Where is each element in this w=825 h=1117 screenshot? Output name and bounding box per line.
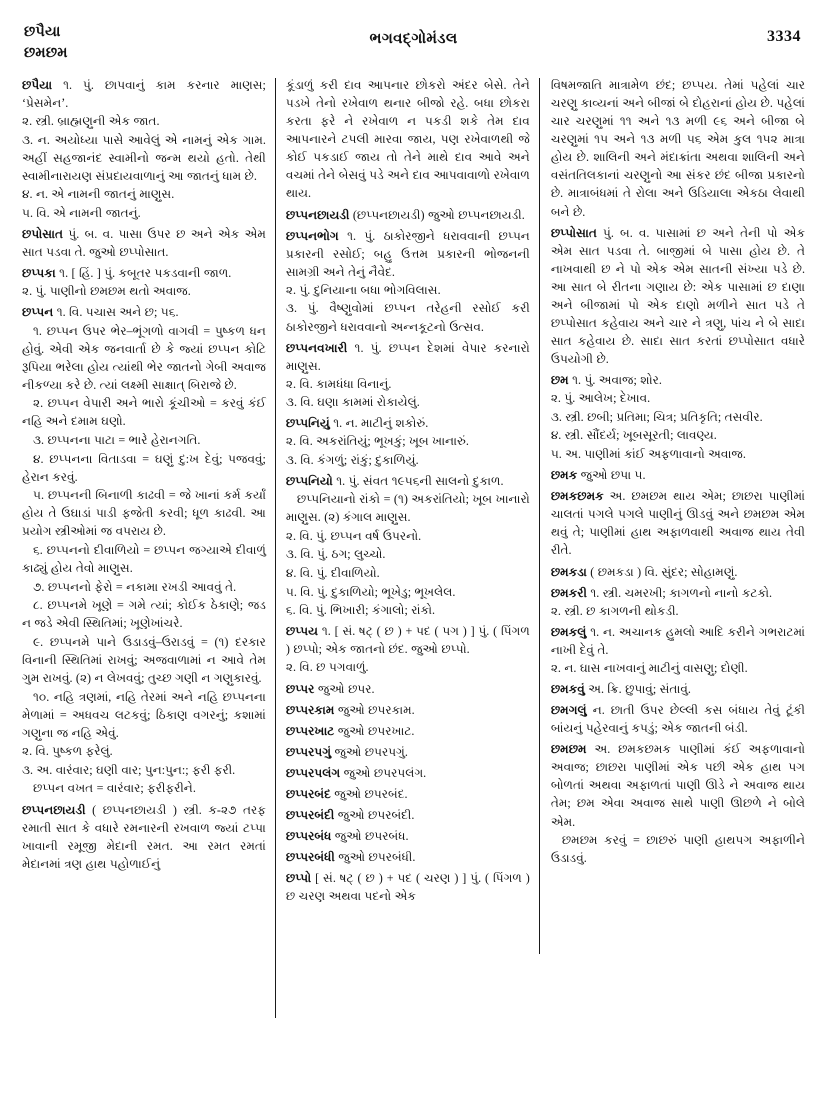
entry-sense: ૫. વિ. પું. દુકાળિયો; ભૂખેડુ; ભૂખલેલ. <box>285 584 456 599</box>
entry-definition: અ. ક્રિ. છુપાવું; સંતાવું. <box>584 682 691 696</box>
text-column-3 <box>540 76 805 1104</box>
dictionary-entry <box>551 466 805 484</box>
dictionary-entry <box>551 584 805 602</box>
dictionary-entry <box>286 869 530 905</box>
running-head-left-line-1: છપૈયા <box>24 24 61 40</box>
dictionary-entry <box>551 680 805 698</box>
entry-definition: ( છપ્પનછાયડી ) સ્ત્રી. ક-૨૭ તરફ રમાતી સાત કે વધારે રમનારની રખવાળ જ્યાં ટપ્પા ખાવાની રમૂજી મેદાની રમત. આ રમત રમતાં મેદાનમાં ત્રણ હાથ પહોળાઈનું <box>22 802 266 871</box>
entry-headword: છપ્પરબંધ <box>285 829 332 844</box>
entry-sense: ૨. ન. ઘાસ નાખવાનું માટીનું વાસણુ; દોણી. <box>550 660 748 675</box>
entry-sense: ૨. પું. આલેખ; દેખાવ. <box>550 391 651 406</box>
entry-subsense: ૫. છપ્પનની બિનાળી કાઢવી = જે ખાનાં કર્મ કર્યાં હોય તે ઉઘાડાં પાડી ફજેતી કરવી; ધૂળ કાઢવી. આ પ્રયોગ સ્ત્રીઓમાં જ વપરાય છે. <box>22 488 266 539</box>
dictionary-entry <box>286 414 530 432</box>
entry-subsense: ૭. છપ્પનનો ફેરો = નકામા રખડી આવવું તે. <box>33 579 237 594</box>
dictionary-entry <box>286 206 530 224</box>
entry-headword: છપ્પનછાયડી <box>285 207 350 222</box>
entry-sense: ૨. પું. પાણીનો છમછમ થતો અવાજ. <box>22 284 191 299</box>
entry-definition: અ. છમછમ થાય એમ; છાછરા પાણીમાં ચાલતાં પગલે પગલે પાણીનું ઊડવું અને છમછમ એમ થવું તે; પાણીમાં હાથ અફાળવાથી અવાજ થાય તેવી રીતે. <box>550 489 805 558</box>
entry-subsense: ૧૦. નહિ ત્રણમાં, નહિ તેરમાં અને નહિ છપ્પનના મેળામાં = અધવચ લટકવું; ઠિકાણ વગરનું; કશામાં ગણુના જ નહિ એવું. <box>22 689 266 740</box>
entry-subsense: છપ્પનિયાનો રાંકો = (૧) અકરાંતિયો; ખૂબ ખાનારો માણુસ. (૨) કંગાલ માણુસ. <box>285 492 530 525</box>
entry-definition: [ સં. ષટ્ ( છ ) + પદ ( ચરણ ) ] પું. ( પિંગળ ) છ ચરણ અથવા પદનો એક <box>285 871 530 904</box>
entry-definition: જુઓ છપરબંદ. <box>330 786 408 801</box>
dictionary-entry <box>286 827 530 845</box>
dictionary-entry <box>551 224 805 369</box>
entry-definition: ૧. પું. અવાજ; શોર. <box>568 373 662 388</box>
entry-sense: ૬. વિ. પું. ભિખારી; કંગાલો; રાંકો. <box>285 603 436 618</box>
entry-subsense: ૩. છપ્પનના પાટા = ભારે હેરાનગતિ. <box>33 432 201 447</box>
entry-subsense: ૪. છપ્પનના વિતાડવા = ઘણું દુ:ખ દેવું; પજવવું; હેરાન કરવું. <box>22 451 266 484</box>
entry-sense: ૩. અ. વારંવાર; ઘણી વાર; પુન:પુન:; ફરી ફરી. <box>22 762 236 777</box>
dictionary-entry <box>551 371 805 389</box>
dictionary-entry <box>551 701 805 737</box>
entry-definition: ૧. ન. માટીનું શકોરું. <box>329 416 429 431</box>
entry-definition: અ. છમકછમક પાણીમાં કંઈ અફળાવાનો અવાજ; છાછરા પાણીમાં એક પછી એક હાથ પગ બોળતાં અથવા અફાળતાં પાણી ઊડે ને અવાજ થાય તેમ; છમ એવા અવાજ સાથે પાણી ઊછળે ને બોલે એમ. <box>550 742 805 829</box>
entry-definition: જુઓ છપરપલંગ. <box>340 765 427 780</box>
entry-sense: ૨. વિ. પું. છપ્પન વર્ષ ઉપરનો. <box>285 528 422 543</box>
entry-headword: છમછમ <box>550 742 587 757</box>
entry-definition: જુઓ છપર. <box>314 681 375 696</box>
entry-definition: ૧. પું. છપ્પન દેશમાં વેપાર કરનારો માણુસ. <box>285 340 530 373</box>
entry-headword: છપૈયા <box>22 78 53 92</box>
page-number: 3334 <box>767 28 801 45</box>
entry-continuation: કૂંડાળું કરી દાવ આપનાર છોકરો અંદર બેસે. તેને પડખે તેનો રખેવાળ થનાર બીજો રહે. બધા છોકરા કરતા ફરે ને રખેવાળ ન પકડી શકે તેમ દાવ આપનારને ટપલી મારવા જાય, પણ રખેવાળથી જે કોઈ પકડાઈ જાય તો તેને માથે દાવ આવે અને વચમાં તેને બેસવું પડે અને દાવ આપવાવાળો રખેવાળ થાય. <box>285 78 530 201</box>
entry-definition: જુઓ છપરકામ. <box>334 702 415 717</box>
entry-definition: ૧. સ્ત્રી. ચમરખી; કાગળનો નાનો કટકો. <box>586 585 773 600</box>
text-column-2 <box>276 76 539 1104</box>
entry-definition: પું. બ. વ. પાસામાં છ અને તેની પો એક એમ સાત પડવા તે. બાજીમાં બે પાસા હોય છે. તે નાખવાથી છ ને પો એક એમ સાતની સંખ્યા પડે છે. આ સાત બે રીતના ગણાય છે: એક પાસામાં છ દાણા અને બીજામાં પો એક દાણો મળીને સાત પડે તે છપ્પોસાત કહેવાય અને ચાર ને ત્રણુ, પાંચ ને બે સાદા સાત કહેવાય છે. સાદા સાત કરતાં છપ્પોસાત વધારે ઉપયોગી છે. <box>550 225 805 367</box>
dictionary-entry <box>551 563 805 581</box>
entry-sense: ૩. ન. અયોધ્યા પાસે આવેલું એ નામનું એક ગામ. અહીં સહજાનંદ સ્વામીનો જન્મ થયો હતો. તેથી સ્વામીનારાયણ સંપ્રદાયવાળાનું આ જાતનું ધામ છે. <box>22 132 266 183</box>
entry-definition: ૧. પું. છાપવાનું કામ કરનાર માણસ; ‘પ્રેસમેન’. <box>22 78 266 111</box>
entry-headword: છપ્પનભોગ <box>285 228 339 243</box>
dictionary-entry <box>551 487 805 559</box>
entry-sense: ૨. સ્ત્રી. બ્રાહ્મણુની એક જાત. <box>22 114 160 129</box>
entry-headword: છપ્પરખાટ <box>285 723 335 738</box>
entry-sense: ૪. ન. એ નામની જાતનું માણુસ. <box>22 187 175 202</box>
entry-definition: જુઓ છપરબંદી. <box>334 807 415 822</box>
entry-definition: જુઓ છપા ૫. <box>577 468 646 483</box>
entry-headword: છમકવું <box>550 682 585 696</box>
entry-sense: ૫. વિ. એ નામની જાતનું. <box>22 206 141 221</box>
entry-definition: જુઓ છપરખાટ. <box>334 723 415 738</box>
entry-definition: ૧. વિ. પચાસ અને છ; ૫૬. <box>53 305 179 320</box>
entry-sense: ૪. સ્ત્રી. સૌંદર્ય; ખૂબસૂરતી; લાવણ્ય. <box>550 428 717 443</box>
entry-sense: ૩. વિ. પું. ઠગ; લુચ્ચો. <box>285 547 386 562</box>
dictionary-entry <box>286 806 530 824</box>
entry-headword: છમકછમક <box>550 489 604 504</box>
entry-definition: ( છમકડા ) વિ. સુંદર; સોહામણું. <box>586 564 738 579</box>
entry-headword: છપ્પરપલંગ <box>285 765 341 780</box>
entry-headword: છમ <box>550 373 569 388</box>
entry-definition: ૧. પું. ઠાકોરજીને ધરાવવાની છપ્પન પ્રકારની રસોઈ; બહુ ઉત્તમ પ્રકારની ભોજનની સામગ્રી અને તેનું નૈવેદ. <box>285 228 530 279</box>
column-container <box>22 76 805 1104</box>
entry-definition: ૧. [ સં. ષટ્ ( છ ) + પદ ( પગ ) ] પું. ( પિંગળ ) છપ્પો; એક જાતનો છંદ. જુઓ છપ્પો. <box>285 624 530 657</box>
dictionary-entry <box>22 225 266 261</box>
running-head-left-line-2: છમછમ <box>24 44 68 61</box>
text-column-1 <box>22 76 275 1104</box>
entry-headword: છપ્પર <box>285 681 315 696</box>
dictionary-entry <box>286 227 530 281</box>
dictionary-entry <box>286 472 530 490</box>
entry-headword: છપ્પોસાત <box>550 225 597 240</box>
dictionary-entry <box>22 264 266 282</box>
entry-definition: પું. બ. વ. પાસા ઉપર છ અને એક એમ સાત પડવા તે. જુઓ છપ્પોસાત. <box>22 227 266 260</box>
entry-headword: છમક <box>550 468 578 483</box>
entry-headword: છમકડા <box>550 564 587 579</box>
dictionary-entry <box>286 701 530 719</box>
entry-headword: છપ્પનવખારી <box>285 340 348 355</box>
entry-headword: છમગલું <box>550 703 587 718</box>
entry-sense: ૩. સ્ત્રી. છબી; પ્રતિમા; ચિત્ર; પ્રતિકૃતિ; તસવીર. <box>550 409 763 424</box>
entry-sense: ૨. વિ. છ પગવાળું. <box>285 660 369 675</box>
dictionary-entry <box>551 623 805 659</box>
entry-headword: છમકરી <box>550 585 587 600</box>
entry-sense: ૨. વિ. પુષ્કળ ફરેલું. <box>22 744 113 759</box>
entry-headword: છપ્પનિયો <box>285 474 333 489</box>
entry-sense: ૨. પું. દુનિયાના બધા ભોગવિલાસ. <box>285 282 441 297</box>
entry-sense: ૨. વિ. કામધંધા વિનાનું. <box>285 376 392 391</box>
entry-headword: છપોસાત <box>22 227 63 242</box>
entry-headword: છપ્પરબંદ <box>285 786 331 801</box>
entry-headword: છપ્પરબંધી <box>285 850 335 865</box>
entry-subsense: ૬. છપ્પનનો દીવાળિયો = છપ્પન જગ્યાએ દીવાળું કાઢ્યું હોય તેવો માણુસ. <box>22 542 266 576</box>
dictionary-entry <box>551 740 805 830</box>
entry-headword: છપ્પો <box>285 871 312 886</box>
entry-subsense: છમછમ કરવું = છાછરું પાણી હાથપગ અફાળીને ઉડાડવું. <box>550 832 805 865</box>
entry-definition: ૧. ન. અચાનક હુમલો આદિ કરીને ગભરાટમાં નાખી દેવું તે. <box>550 624 805 657</box>
entry-definition: જુઓ છપરબંધ. <box>331 829 409 844</box>
dictionary-entry <box>286 339 530 375</box>
dictionary-entry <box>286 848 530 866</box>
dictionary-entry <box>286 680 530 698</box>
entry-subsense: છપ્પન વખત = વારંવાર; ફરીફરીને. <box>33 781 196 796</box>
running-head <box>22 18 805 76</box>
entry-headword: છમકલું <box>550 624 587 639</box>
entry-subsense: ૮. છપ્પનમે ખૂણે = ગમે ત્યાં; કોઈક ઠેકાણે; જડ ન જડે એવી સ્થિતિમાં; ખૂણેખાંચરે. <box>22 598 266 631</box>
dictionary-entry <box>286 743 530 761</box>
dictionary-entry <box>22 76 266 112</box>
entry-headword: છપ્પનિયું <box>285 416 330 431</box>
dictionary-entry <box>286 785 530 803</box>
entry-sense: ૨. સ્ત્રી. છ કાગળની થોકડી. <box>550 603 679 618</box>
entry-definition: જુઓ છપરબંધી. <box>334 850 416 865</box>
entry-headword: છપ્પકા <box>22 266 56 281</box>
entry-sense: ૫. અ. પાણીમાં કાંઈ અફળાવાનો અવાજ. <box>550 447 746 462</box>
entry-headword: છપ્પનછાયડી <box>22 802 86 817</box>
entry-sense: ૩. વિ. ઘણા કામમાં રોકાયેલું. <box>285 395 420 410</box>
entry-definition: જુઓ છપરપગું. <box>331 744 408 759</box>
book-title: ભગવદ્ગોમંડલ <box>369 31 458 47</box>
entry-continuation: વિષમજાતિ માત્રામેળ છંદ; છપ્પય. તેમાં પહેલાં ચાર ચરણુ કાવ્યનાં અને બીજાં બે દોહરાનાં હોય છે. પહેલાં ચાર ચરણુમાં ૧૧ અને ૧૩ મળી ૯૬ અને બીજા બે ચરણુમાં ૧૫ અને ૧૩ મળી ૫૬ એમ કુલ ૧૫૨ માત્રા હોય છે. શાલિની અને મંદાક્રાંતા અથવા શાલિની અને વસંતતિલકાનાં ચરણુનો આ સંકર છંદ બીજા પ્રકારનો છે. માત્રાબંધમાં તે રોલા અને ઉડિયાલા એકઠા લેવાથી બને છે. <box>550 78 805 219</box>
entry-definition: ન. છાતી ઉપર છેલ્લી કસ બંધાય તેવું ટૂંકી બાંયનું પહેરવાનું કપડું; એક જાતની બંડી. <box>550 703 805 736</box>
entry-headword: છપ્પન <box>22 305 54 320</box>
entry-sense: ૩. પું. વૈષ્ણુવોમાં છપ્પન તરેહની રસોઈ કરી ઠાકોરજીને ધરાવવાનો અન્નકૂટનો ઉત્સવ. <box>285 301 530 334</box>
entry-definition: ૧. [ હિં. ] પું. કબૂતર પકડવાની જાળ. <box>55 266 232 281</box>
dictionary-entry <box>286 622 530 658</box>
dictionary-entry <box>22 303 266 321</box>
entry-definition: (છપ્પનછાયડી) જુઓ છપ્પનછાયડી. <box>349 207 525 222</box>
entry-sense: ૨. વિ. અકરાંતિયું; ભૂખકું; ખૂબ ખાનારું. <box>285 434 469 449</box>
dictionary-entry <box>22 801 266 873</box>
entry-headword: છપ્પરકામ <box>285 702 335 717</box>
entry-sense: ૩. વિ. કંગળું; રાંકું; દુકાળિયું. <box>285 453 419 468</box>
entry-subsense: ૯. છપ્પનમે પાને ઉડાડવું–ઉરાડવું = (૧) દરકાર વિનાની સ્થિતિમાં રાખવું; અજવાળામાં ન આવે તેમ ગુમ રાખવું. (૨) ન લેખવવું; તુચ્છ ગણી ન ગણુકારવું. <box>22 634 266 685</box>
entry-subsense: ૧. છપ્પન ઉપર ભેર–ભૂંગળો વાગવી = પુષ્કળ ધન હોવું. એવી એક જનવાર્તા છે કે જ્યાં છપ્પન કોટિ રૂપિયા ભરેલા હોય ત્યાંથી ભેર જાતનો ગેબી અવાજ નીકળ્યા કરે છે. ત્યાં લક્ષ્મી સાક્ષાત્ બિરાજે છે. <box>22 323 266 392</box>
dictionary-entry <box>286 722 530 740</box>
entry-subsense: ૨. છપ્પન વેપારી અને ભારો કૂંચીઓ = કરવું કંઈ નહિ અને દમામ ઘણો. <box>22 396 266 429</box>
dictionary-entry <box>286 764 530 782</box>
entry-headword: છપ્પય <box>285 624 319 639</box>
entry-sense: ૪. વિ. પું. દીવાળિયો. <box>285 566 380 581</box>
entry-headword: છપ્પરબંદી <box>285 807 335 822</box>
entry-definition: ૧. પું. સંવત ૧૯૫૬ની સાલનો દુકાળ. <box>332 474 504 489</box>
entry-headword: છપ્પરપગું <box>285 744 332 759</box>
